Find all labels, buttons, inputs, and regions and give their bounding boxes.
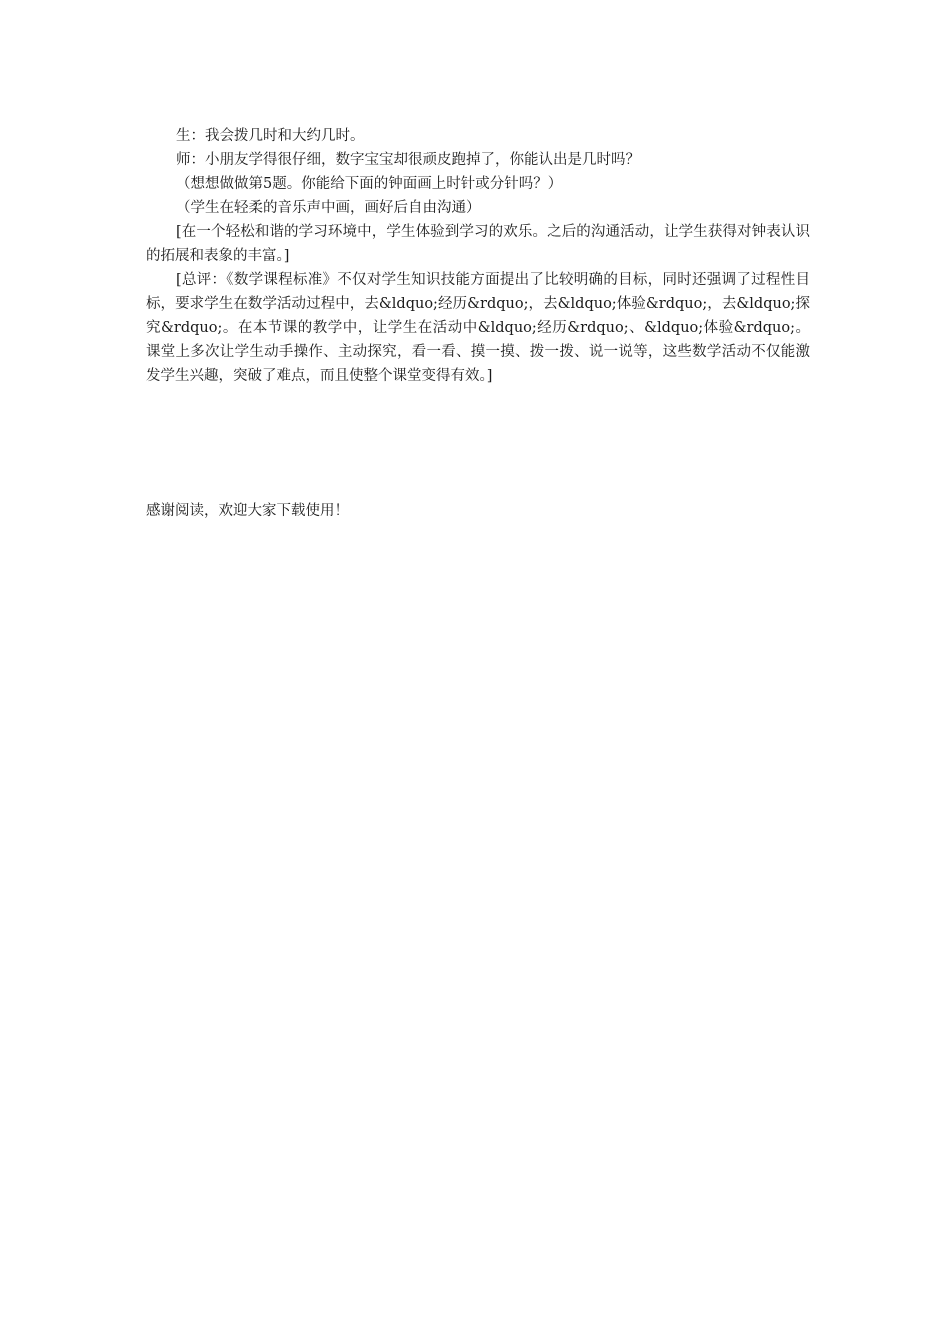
paragraph-activity-note: （学生在轻柔的音乐声中画，画好后自由沟通） — [176, 200, 481, 216]
document-body — [146, 124, 810, 388]
paragraph-commentary: [在一个轻松和谐的学习环境中，学生体验到学习的欢乐。之后的沟通活动，让学生获得对钟表认识的拓展和表象的丰富。] — [146, 224, 810, 264]
closing-thanks: 感谢阅读，欢迎大家下载使用！ — [146, 503, 349, 519]
paragraph-teacher-question: 师：小朋友学得很仔细，数字宝宝却很顽皮跑掉了，你能认出是几时吗？ — [176, 152, 640, 168]
paragraph-summary-review: [总评：《数学课程标准》不仅对学生知识技能方面提出了比较明确的目标，同时还强调了过程性目标，要求学生在数学活动过程中，去&ldquo;经历&rdquo;，去&ldquo;体验&rdquo;，去&ldquo;探究&rdquo;。在本节课的教学中，让学生在活动中&ldquo;经历&rdquo;、&ldquo;体验&rdquo;。课堂上多次让学生动手操作、主动探究，看一看、摸一摸、拨一拨、说一说等，这些数学活动不仅能激发学生兴趣，突破了难点，而且使整个课堂变得有效。] — [146, 272, 810, 384]
paragraph-student-answer: 生：我会拨几时和大约几时。 — [176, 128, 365, 144]
paragraph-exercise-note: （想想做做第5题。你能给下面的钟面画上时针或分针吗？） — [176, 176, 563, 192]
